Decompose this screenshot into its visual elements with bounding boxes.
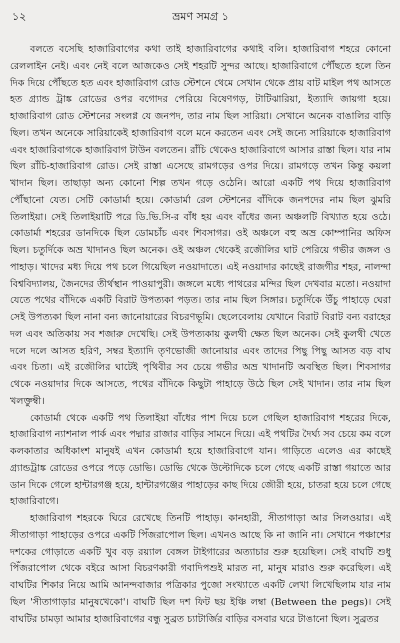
page-header [10, 8, 391, 26]
page-number: ১২ [12, 10, 27, 23]
paragraph: বলতে বসেছি হাজারিবাগের কথা তাই হাজারিবাগের কথাই বলি। হাজারিবাগ শহরে কোনো রেললাইন নেই। এবং নেই বলে আজকেও সেই শহরটি সুন্দর আছে। হাজারিবাগে পৌঁছতে হলে তিন দিক দিয়ে পৌঁছতে হত এবং হাজারিবাগ রোড স্টেশনে থেমে সেখান থেকে প্রায় বাট মাইল পথ আসতে হত গ্র্যান্ড ট্রাঙ্ক রোডের ওপর বগোদর পেরিয়ে বিষেণগড়, টাটিঝারিয়া, ইত্যাদি জায়গা হয়ে। হাজারিবাগ রোড স্টেশনের সংলগ্ন যে জনপদ, তার নাম ছিল সারিয়া। সেখানে অনেক বাঙালির বাড়ি ছিল। তখন অনেকে সারিয়াকেই হাজারিবাগ বলে মনে করতেন এবং সেই জন্যে সারিয়াকে হাজারিবাগ এবং হাজারিবাগকে হাজারিবাগ টাউন বলতেন। রাঁচি থেকেও হাজারিবাগে আসার রাস্তা ছিল। যার নাম ছিল রাঁচি-হাজারিবাগ রোড। সেই রাস্তা এসেছে রামগড়ের ওপর দিয়ে। রামগড়ে তখন কিন্তু কয়লা খাদান ছিল। তাছাড়া অন্য কোনো শিল্প তখন গড়ে ওঠেনি। আরো একটি পথ দিয়ে হাজারিবাগ পৌঁছানো যেত। সেটি কোডার্মা হয়ে। কোডার্মা রেল স্টেশনের বাঁদিকে জনপদের নাম ছিল ঝুমরি তিলাইয়া। সেই তিলাইয়াটি পরে ডি.ভি.সি-র বাঁধ হয় এবং বাঁধের জন্য অঞ্চলটি বিখ্যাত হয়ে ওঠে। কোডার্মা শহরের ডানদিকে ছিল ডোমচাঁচ এবং শিবসাগর। ওই অঞ্চলে বহু অভ্র কোম্পানির অফিস ছিল। চতুর্দিকে অভ্র খাদানও ছিল অনেক। ওই অঞ্চল থেকেই রজৌলির ঘাট পেরিয়ে গভীর জঙ্গল ও পাহাড়। খাদের মধ্য দিয়ে পথ চলে গিয়েছিল নওয়াদাতে। এই নওয়াদার কাছেই রাজগীর শহর, নালন্দা বিশ্ববিদ্যালয়, জৈনদের তীর্থস্থান পাওয়াপুরী। জঙ্গলে মধ্যে পাথরের মন্দির ছিল দেখবার মতো। নওয়াদা যেতে পথের বাঁদিকে একটি বিরাট উপত্যকা পড়ত। তার নাম ছিল সিঙ্গার। চতুর্দিকে উঁচু পাহাড়ে ঘেরা সেই উপত্যকা ছিল নানা বন্য জানোয়ারের বিচরণভূমি। ছেলেবেলায় যেখানে বিরাট বিরাট বন্য বরাহের দল এবং অতিকায় সব শজারু দেখেছি। সেই উপত্যকায় কুলথী ক্ষেত ছিল অনেক। সেই কুলথী খেতে দলে দলে আসত হরিণ, সম্বর ইত্যাদি তৃণভোজী জানোয়ার এবং তাদের পিছু পিছু আসত বড় বাঘ এবং চিতা। এই রজৌলির ঘাটেই পৃথিবীর সব চেয়ে গভীর অভ্র খাদানটি অবস্থিত ছিল। শিবসাগর থেকে নওয়াদার দিকে আসতে, পথের বাঁদিকে কিছুটা পাহাড়ে উঠে ছিল সেই খাদান। তার নাম ছিল খলক্তুম্বী। [10, 44, 391, 407]
paragraph: কোডার্মা থেকে একটি পথ তিলাইয়া বাঁধের পাশ দিয়ে চলে গেছিল হাজারিবাগ শহরের দিকে, হাজারিবাগ ন্যাশনাল পার্ক এবং পদ্মার রাজার বাড়ির সামনে দিয়ে। এই পথটির দৈর্ঘ্য সব চেয়ে কম বলে কলকাতার অধিকাংশ মানুষই এখন কোডার্মা হয়ে হাজারিবাগে যান। গাড়িতে এলেও এর কাছেই গ্র্যান্ডট্রাঙ্ক রোডের ওপরে পড়ে ডোভি। ডোভি থেকে উল্টোদিকে চলে গেছে একটি রাস্তা গয়াতে আর ডান দিকে গেলে হান্টারগঞ্জ হয়ে, হান্টারগঞ্জের পাহাড়ের কাছ দিয়ে জৌরী হয়ে, চাতরা হয়ে চলে গেছে হাজারিবাগে। [10, 412, 391, 508]
paragraph: হাজারিবাগ শহরকে ঘিরে রেখেছে তিনটি পাহাড়। কানহারী, সীতাগাড়া আর সিলওয়ার। এই সীতাগাড়া পাহাড়ের ওপরে একটি পিঁজরাপোল ছিল। এখনও আছে কি না জানি না। সেখানে পঞ্চাশের দশকের গোড়াতে একটি খুব বড় রয়্যাল বেঙ্গল টাইগারের অত্যাচার শুরু হয়েছিল। সেই বাঘটি শুধু পিঁজরাপোল থেকে বইরে আসা বিচরণকারী গবাদিপশুই মারত না, মানুষ মারাও শুরু করেছিল। এই বাঘটির শিকার নিয়ে আমি আনন্দবাজার পত্রিকার পুজো সংখ্যাতে একটি লেখা লিখেছিলাম যার নাম ছিল 'সীতাগাড়ার মানুষখেকো'। বাঘটি ছিল দশ ফিট ছয় ইঞ্চি লম্বা (Between the pegs)। সেই বাঘটির চামড়া আমার হাজারিবাগের বন্ধু সুব্রত চ্যাটার্জির বাড়ির বসবার ঘরে টাঙানো ছিল। সুব্রতর [10, 513, 391, 625]
page-body [10, 42, 391, 628]
running-title: ভ্রমণ সমগ্র ১ [172, 10, 229, 23]
